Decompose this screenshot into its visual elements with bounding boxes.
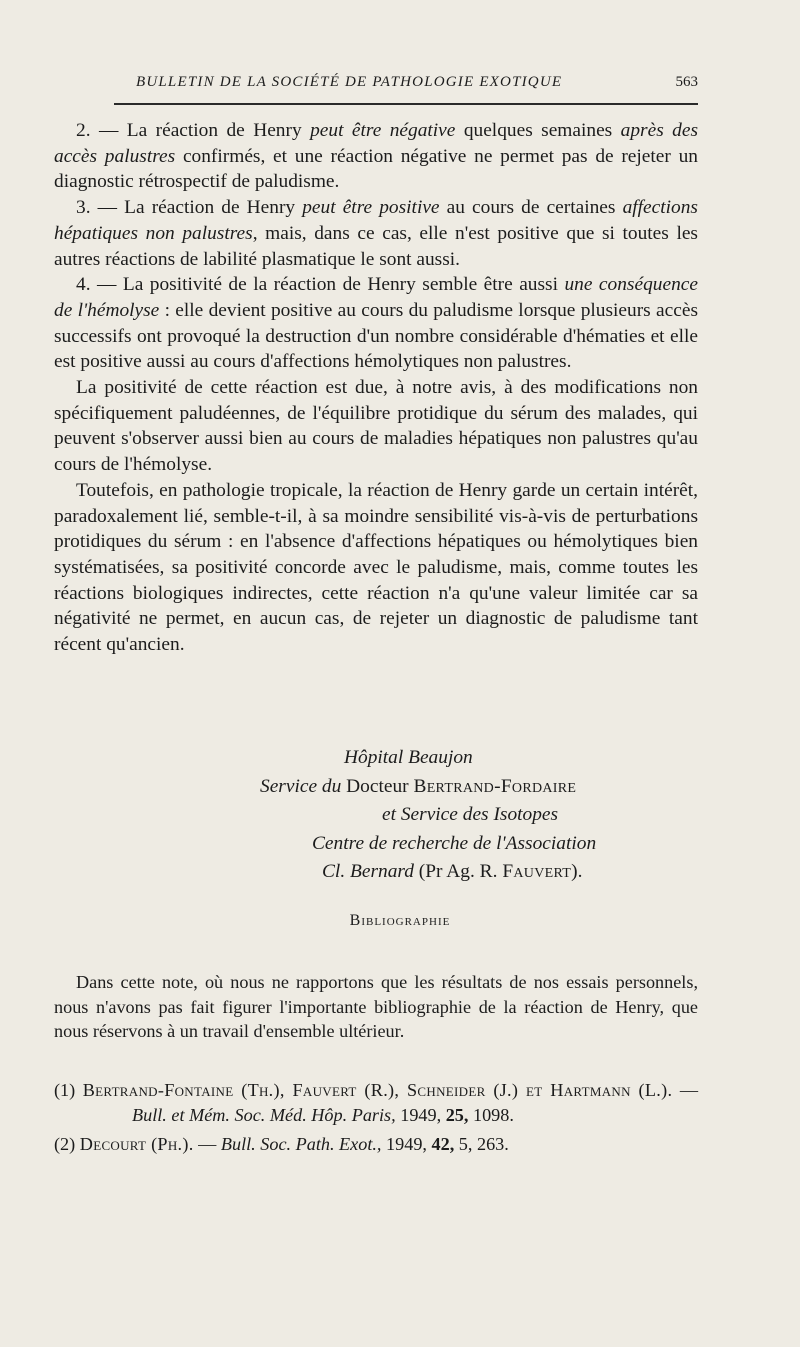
bibliography-note: Dans cette note, où nous ne rapportons que les résultats de nos essais personnels, nous n'avons pas fait figurer l'importante bibliographie de la réaction de Henry, que nous réservons à un travail d'ensemble ultérieur. — [54, 972, 698, 1041]
article-body — [54, 118, 698, 658]
paragraph-4: 4. — La positivité de la réaction de Henry semble être aussi une conséquence de l'hémolyse : elle devient positive au cours du paludisme lorsque plusieurs accès successifs ont provoqué la destruction d'un nombre considérable d'hématies et elle est positive aussi au cours d'affections hémolytiques non palustres. — [54, 274, 698, 373]
item-number: 2. — [76, 120, 91, 141]
affiliation-line-2: Service du Docteur Bertrand-Fordaire — [260, 775, 577, 797]
affiliation-line-4: Centre de recherche de l'Association — [312, 832, 597, 854]
bibliography-heading: Bibliographie — [349, 912, 451, 929]
header-rule — [114, 103, 698, 105]
paragraph-3: 3. — La réaction de Henry peut être positive au cours de certaines affections hépatiques non palustres, mais, dans ce cas, elle n'est positive que si toutes les autres réactions de labilité plasmatique le sont aussi. — [54, 197, 698, 270]
paragraph-5: La positivité de cette réaction est due, à notre avis, à des modifications non spécifiquement paludéennes, de l'équilibre protidique du sérum des malades, qui peuvent s'observer aussi bien au cours de maladies hépatiques non palustres qu'au cours de l'hémolyse. — [54, 377, 698, 476]
affiliation-line-1: Hôpital Beaujon — [344, 747, 473, 768]
page-number: 563 — [675, 74, 698, 90]
affiliation-block — [54, 744, 698, 887]
affiliation-line-3: et Service des Isotopes — [382, 804, 559, 825]
running-title: BULLETIN DE LA SOCIÉTÉ DE PATHOLOGIE EXOTIQUE — [136, 74, 563, 90]
reference-item: (1) Bertrand-Fontaine (Th.), Fauvert (R.), Schneider (J.) et Hartmann (L.). — Bull. et Mém. Soc. Méd. Hôp. Paris, 1949, 25, 1098. — [54, 1080, 699, 1125]
affiliation-line-5: Cl. Bernard (Pr Ag. R. Fauvert). — [322, 861, 583, 882]
item-number: 3. — [76, 197, 91, 219]
paragraph-6: Toutefois, en pathologie tropicale, la réaction de Henry garde un certain intérêt, paradoxalement lié, semble-t-il, à sa moindre sensibilité vis-à-vis de perturbations protidiques du sérum : en l'absence d'affections hépatiques ou hémolytiques bien systématisées, sa positivité concorde avec le paludisme, mais, comme toutes les réactions biologiques indirectes, cette réaction n'a qu'une valeur limitée car sa négativité ne permet, en aucun cas, de rejeter un diagnostic de paludisme tant récent qu'ancien. — [54, 479, 698, 656]
item-number: 4. — [76, 274, 91, 296]
paragraph-2: 2. — La réaction de Henry peut être négative quelques semaines après des accès palustres confirmés, et une réaction négative ne permet pas de rejeter un diagnostic rétrospectif de paludisme. — [54, 120, 699, 193]
reference-item: (2) Decourt (Ph.). — Bull. Soc. Path. Exot., 1949, 42, 5, 263. — [54, 1134, 509, 1154]
reference-list — [54, 1078, 698, 1162]
